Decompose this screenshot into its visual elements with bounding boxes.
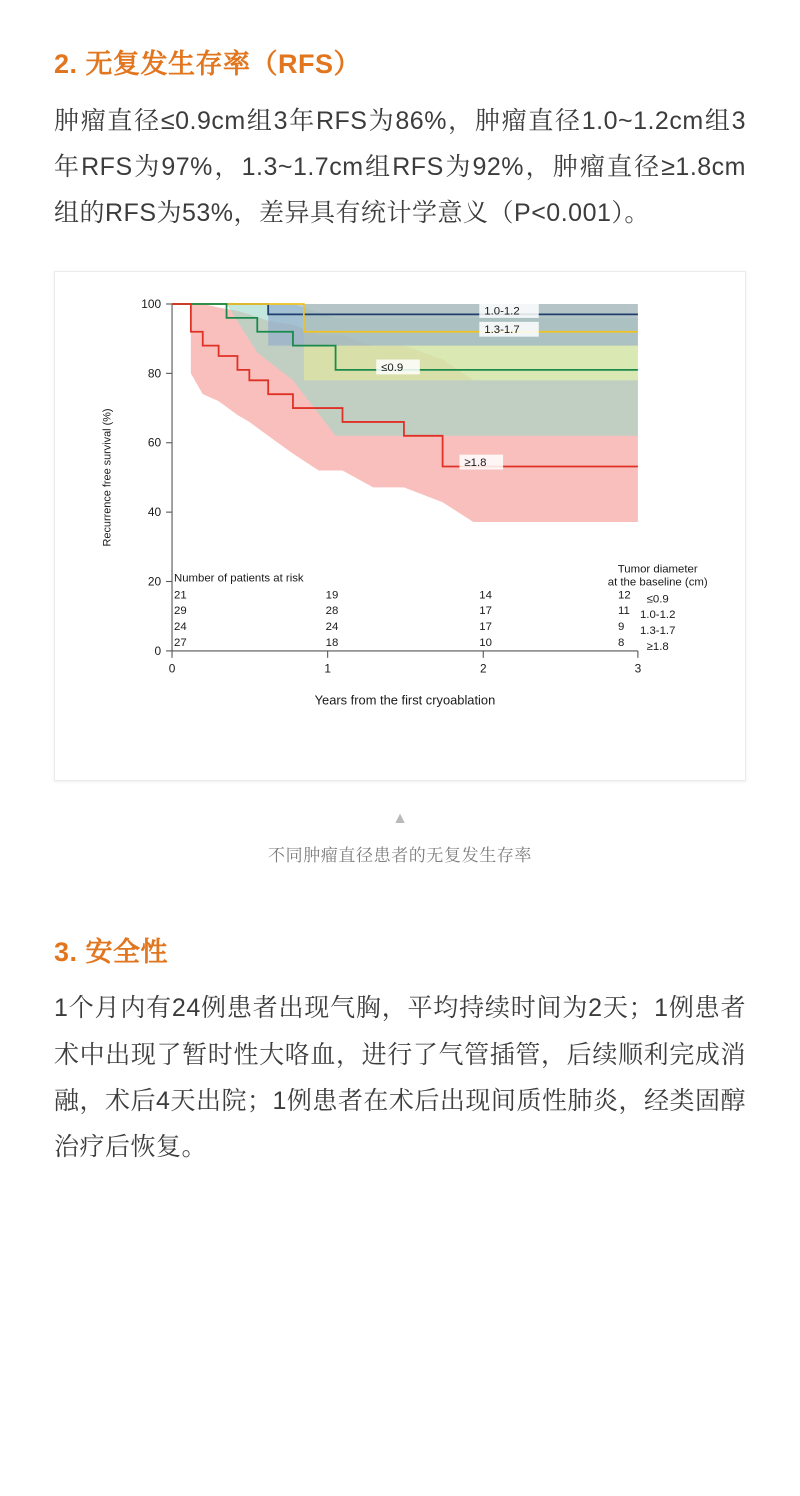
risk-count-ge18-0: 27 [174,636,187,649]
risk-count-le09-2: 14 [479,588,492,601]
x-tick-3: 3 [634,661,642,676]
series-label-le09: ≤0.9 [381,361,404,374]
series-label-13-17: 1.3-1.7 [484,323,520,336]
section-paragraph-rfs: 肿瘤直径≤0.9cm组3年RFS为86%，肿瘤直径1.0~1.2cm组3年RFS为97%，1.3~1.7cm组RFS为92%，肿瘤直径≥1.8cm组的RFS为53%，差异具有统计学意义（P<0.001）。 [54,106,746,228]
risk-count-le09-3: 12 [618,588,631,601]
y-tick-0: 0 [154,643,162,658]
series-label-10-12: 1.0-1.2 [484,304,520,317]
legend-entry-le09: ≤0.9 [646,592,669,605]
risk-row-10-12 [174,605,630,617]
section-spacer [54,866,746,924]
risk-count-le09-0: 21 [174,588,187,601]
y-tick-80: 80 [147,365,162,380]
x-tick-0: 0 [168,661,176,676]
x-tick-1: 1 [324,661,331,676]
risk-count-10-12-0: 29 [174,604,187,617]
x-ticks [169,650,642,675]
risk-count-13-17-3: 9 [618,620,625,633]
section-heading-rfs: 2. 无复发生存率（RFS） [54,49,362,79]
legend-entry-13-17: 1.3-1.7 [639,624,676,637]
legend-title-line1: Tumor diameter [617,563,698,576]
x-tick-2: 2 [479,661,487,676]
y-tick-40: 40 [147,504,162,519]
series-label-ge18-group [459,454,503,469]
risk-count-10-12-1: 28 [325,604,339,617]
risk-count-le09-1: 19 [325,588,339,601]
risk-row-le09 [174,589,631,601]
risk-table-title: Number of patients at risk [174,572,304,585]
y-tick-20: 20 [147,574,162,589]
y-axis-title: Recurrence free survival (%) [101,407,114,546]
risk-count-13-17-0: 24 [174,620,187,633]
series-label-10-12-group [479,303,538,318]
risk-count-13-17-1: 24 [325,620,339,633]
risk-count-ge18-3: 8 [618,636,625,649]
x-axis-title: Years from the first cryoablation [314,691,496,707]
chart-svg [63,282,737,772]
figure-card [54,271,746,781]
series-label-le09-group [376,359,420,374]
rfs-kaplan-meier-chart [63,282,737,772]
series-label-13-17-group [479,321,538,336]
y-ticks [141,296,172,657]
risk-count-10-12-2: 17 [479,604,492,617]
y-tick-60: 60 [147,435,162,450]
figure-caption: 不同肿瘤直径患者的无复发生存率 [268,845,532,865]
legend-title-line2: at the baseline (cm) [607,576,708,589]
risk-count-10-12-3: 11 [618,604,630,617]
risk-count-13-17-2: 17 [479,620,492,633]
risk-count-ge18-1: 18 [325,636,339,649]
section-paragraph-safety: 1个月内有24例患者出现气胸，平均持续时间为2天；1例患者术中出现了暂时性大咯血，进行了气管插管，后续顺利完成消融，术后4天出院；1例患者在术后出现间质性肺炎，经类固醇治疗后恢复。 [54,994,746,1162]
risk-count-ge18-2: 10 [479,636,492,649]
risk-row-ge18 [174,636,624,648]
risk-row-13-17 [174,621,624,633]
section-heading-safety: 3. 安全性 [54,936,169,967]
series-label-ge18: ≥1.8 [464,456,487,469]
legend-entry-ge18: ≥1.8 [646,640,669,653]
y-tick-100: 100 [141,296,162,311]
legend-entry-10-12: 1.0-1.2 [639,608,676,621]
caption-arrow-icon: ▲ [392,809,408,827]
